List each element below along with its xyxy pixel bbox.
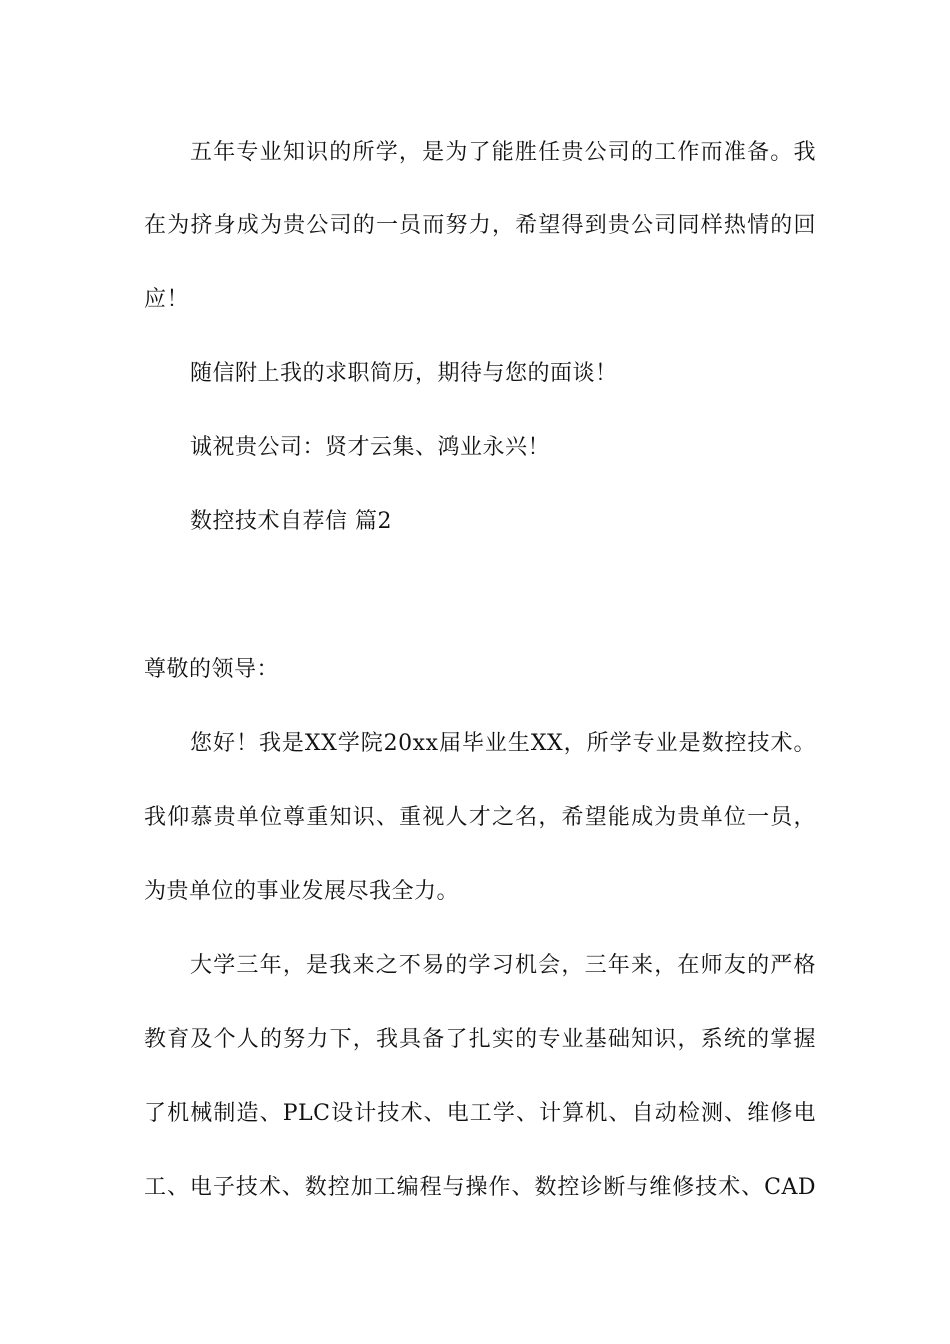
paragraph-line: 我仰慕贵单位尊重知识、重视人才之名，希望能成为贵单位一员，	[144, 805, 816, 830]
paragraph-line: 随信附上我的求职简历，期待与您的面谈！	[190, 361, 618, 386]
paragraph-line: 了机械制造、PLC设计技术、电工学、计算机、自动检测、维修电	[144, 1101, 816, 1126]
paragraph-line: 在为挤身成为贵公司的一员而努力，希望得到贵公司同样热情的回	[144, 213, 816, 238]
section-heading: 数控技术自荐信 篇2	[190, 509, 392, 534]
paragraph-line: 教育及个人的努力下，我具备了扎实的专业基础知识，系统的掌握	[144, 1027, 816, 1052]
paragraph-line: 诚祝贵公司：贤才云集、鸿业永兴！	[190, 435, 551, 460]
paragraph-line: 大学三年，是我来之不易的学习机会，三年来，在师友的严格	[190, 953, 816, 978]
paragraph-line: 为贵单位的事业发展尽我全力。	[144, 879, 460, 904]
paragraph-line: 应！	[144, 287, 190, 312]
paragraph-line: 工、电子技术、数控加工编程与操作、数控诊断与维修技术、CAD	[144, 1175, 816, 1200]
salutation: 尊敬的领导：	[144, 657, 280, 682]
paragraph-line: 五年专业知识的所学，是为了能胜任贵公司的工作而准备。我	[190, 140, 816, 165]
paragraph-line: 您好！我是XX学院20xx届毕业生XX，所学专业是数控技术。	[190, 731, 816, 756]
